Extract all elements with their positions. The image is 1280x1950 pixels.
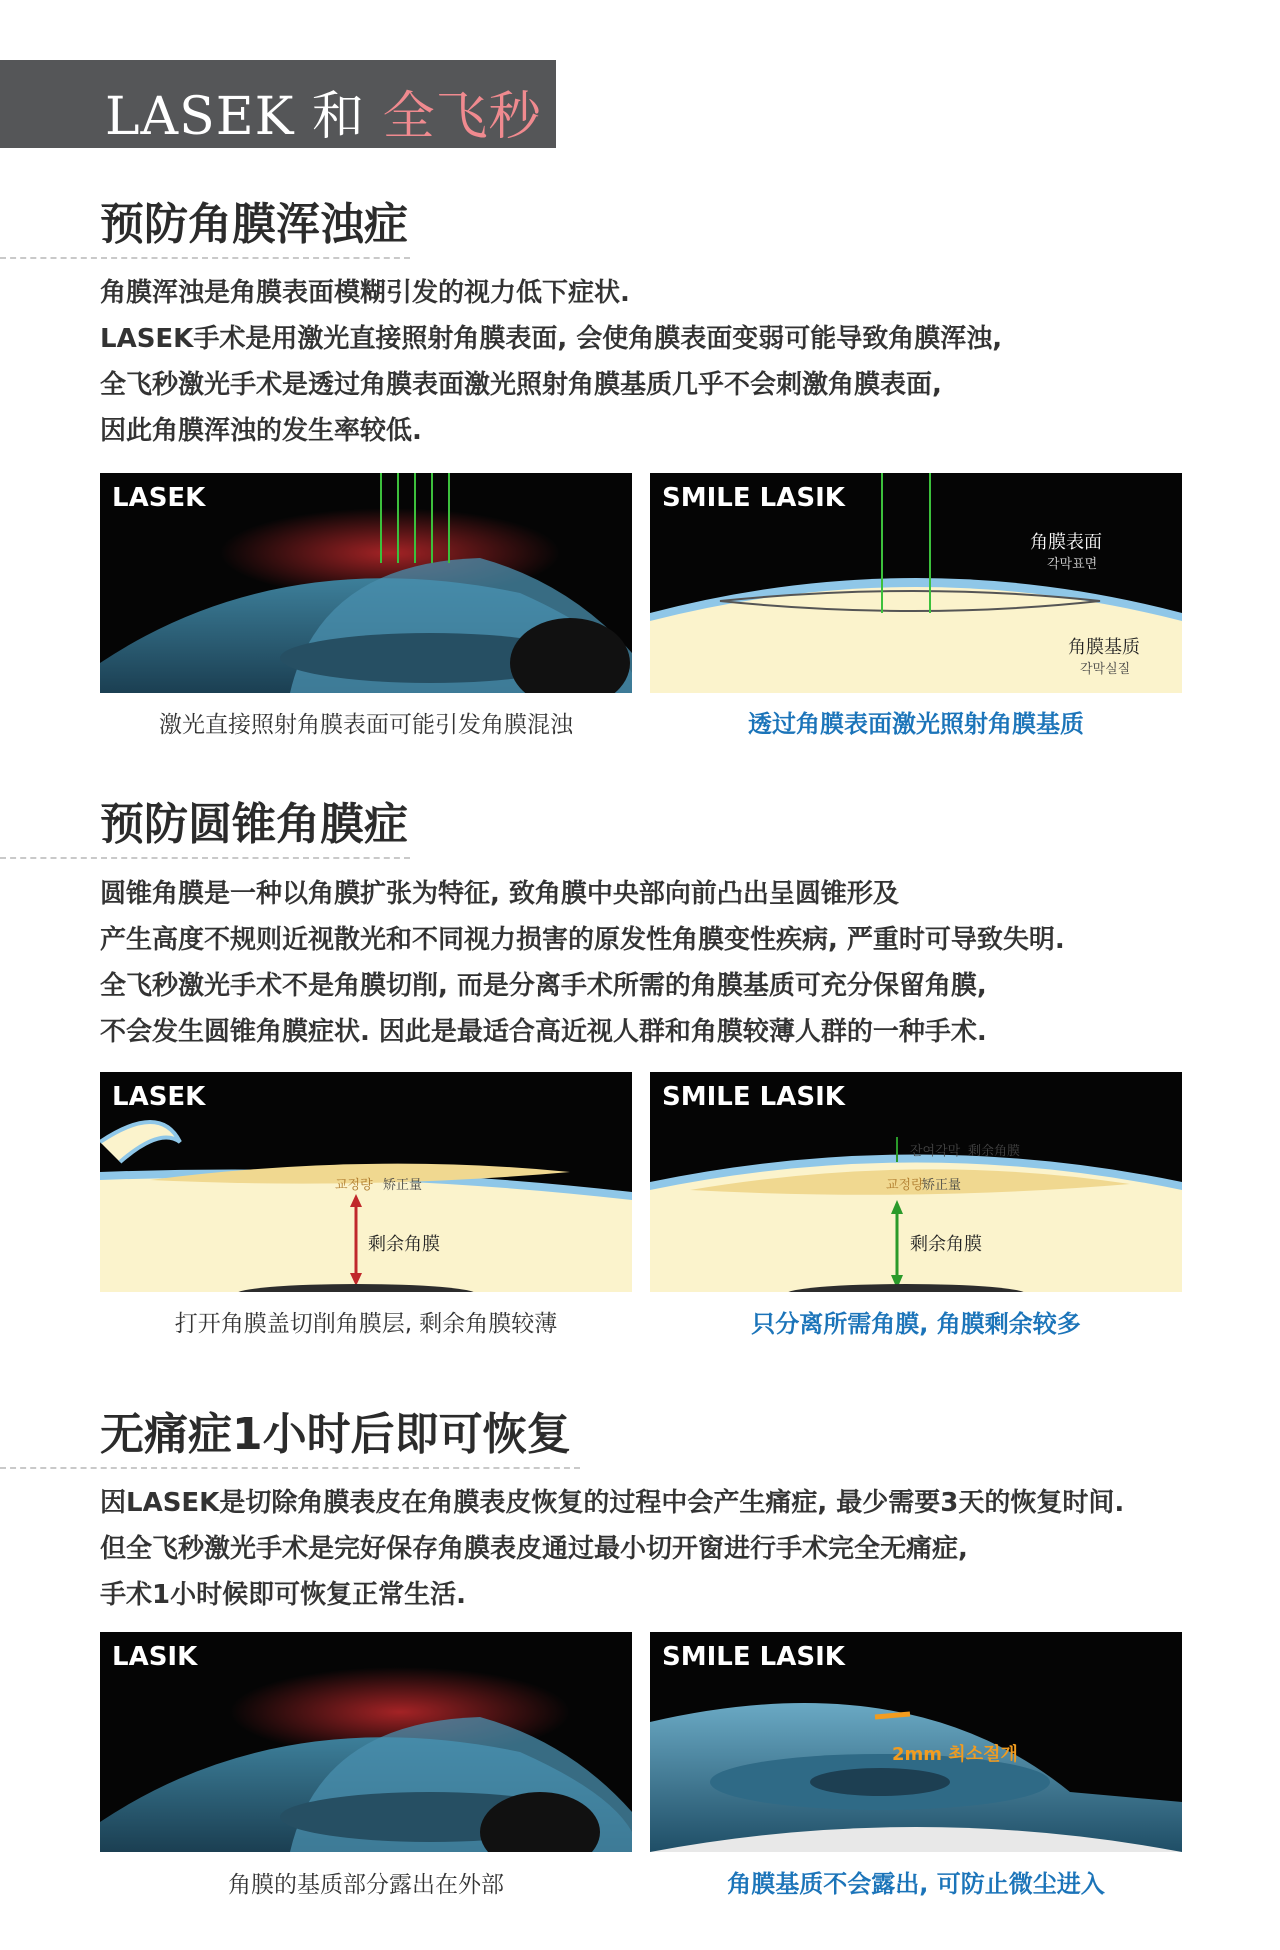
- panel-caption: 角膜基质不会露出, 可防止微尘进入: [727, 1870, 1105, 1898]
- annotation: 剩余角膜: [968, 1144, 1021, 1159]
- panel-label: SMILE LASIK: [662, 1642, 845, 1672]
- body-line: 全飞秒激光手术不是角膜切削, 而是分离手术所需的角膜基质可充分保留角膜,: [100, 971, 987, 1001]
- body-line: 因LASEK是切除角膜表皮在角膜表皮恢复的过程中会产生痛症, 最少需要3天的恢复时间.: [100, 1488, 1125, 1518]
- annotation: 각막표면: [1047, 557, 1098, 572]
- section-title: 预防角膜浑浊症: [100, 199, 408, 250]
- section-body: [100, 1480, 1250, 1618]
- panel-label: LASIK: [112, 1642, 198, 1672]
- annotation: 剩余角膜: [910, 1234, 982, 1255]
- section-body: [100, 270, 1250, 454]
- section-body: [100, 871, 1250, 1055]
- annotation: 교정량: [886, 1178, 924, 1193]
- panel-label: LASEK: [112, 1082, 206, 1112]
- banner-highlight: 全飞秒: [382, 87, 542, 147]
- lasek-cornea-diagram: [100, 1072, 632, 1292]
- section-title: 无痛症1小时后即可恢复: [100, 1409, 571, 1460]
- divider: [0, 1467, 580, 1469]
- body-line: 但全飞秒激光手术是完好保存角膜表皮通过最小切开窗进行手术完全无痛症,: [100, 1534, 968, 1564]
- annotation: 교정량: [335, 1178, 373, 1193]
- smile-cornea-diagram: [650, 1072, 1182, 1292]
- annotation: 剩余角膜: [368, 1234, 440, 1255]
- body-line: LASEK手术是用激光直接照射角膜表面, 会使角膜表面变弱可能导致角膜浑浊,: [100, 324, 1003, 354]
- body-line: 圆锥角膜是一种以角膜扩张为特征, 致角膜中央部向前凸出呈圆锥形及: [100, 879, 899, 909]
- lasek-illustration: [100, 473, 632, 693]
- panel-caption: 透过角膜表面激光照射角膜基质: [748, 710, 1084, 738]
- annotation: 矫正量: [922, 1178, 962, 1193]
- annotation: 2mm 최소절개: [892, 1744, 1018, 1765]
- panel-caption: 激光直接照射角膜表面可能引发角膜混浊: [159, 712, 573, 738]
- panel-caption: 只分离所需角膜, 角膜剩余较多: [751, 1310, 1081, 1338]
- smile-incision-illustration: [650, 1632, 1182, 1852]
- banner-title: [105, 74, 542, 149]
- panel-label: LASEK: [112, 483, 206, 513]
- annotation: 角膜表面: [1030, 532, 1102, 553]
- panel-label: SMILE LASIK: [662, 1082, 845, 1112]
- annotation: 矫正量: [383, 1178, 423, 1193]
- body-line: 角膜浑浊是角膜表面模糊引发的视力低下症状.: [100, 278, 630, 308]
- section-title: 预防圆锥角膜症: [100, 799, 408, 850]
- body-line: 不会发生圆锥角膜症状. 因此是最适合高近视人群和角膜较薄人群的一种手术.: [100, 1017, 987, 1047]
- panel-caption: 角膜的基质部分露出在外部: [228, 1872, 504, 1898]
- divider: [0, 857, 410, 859]
- lasik-flap-illustration: [100, 1632, 632, 1852]
- body-line: 全飞秒激光手术是透过角膜表面激光照射角膜基质几乎不会刺激角膜表面,: [100, 370, 942, 400]
- header-banner: [0, 60, 556, 148]
- annotation: 잔여각막: [910, 1144, 961, 1159]
- body-line: 手术1小时候即可恢复正常生活.: [100, 1580, 466, 1610]
- annotation: 角膜基质: [1068, 637, 1140, 658]
- divider: [0, 257, 410, 259]
- annotation: 각막실질: [1080, 662, 1131, 677]
- smile-illustration: [650, 473, 1182, 693]
- body-line: 产生高度不规则近视散光和不同视力损害的原发性角膜变性疾病, 严重时可导致失明.: [100, 925, 1065, 955]
- panel-label: SMILE LASIK: [662, 483, 845, 513]
- body-line: 因此角膜浑浊的发生率较低.: [100, 416, 422, 446]
- banner-prefix: LASEK 和: [105, 87, 383, 147]
- panel-caption: 打开角膜盖切削角膜层, 剩余角膜较薄: [174, 1311, 558, 1337]
